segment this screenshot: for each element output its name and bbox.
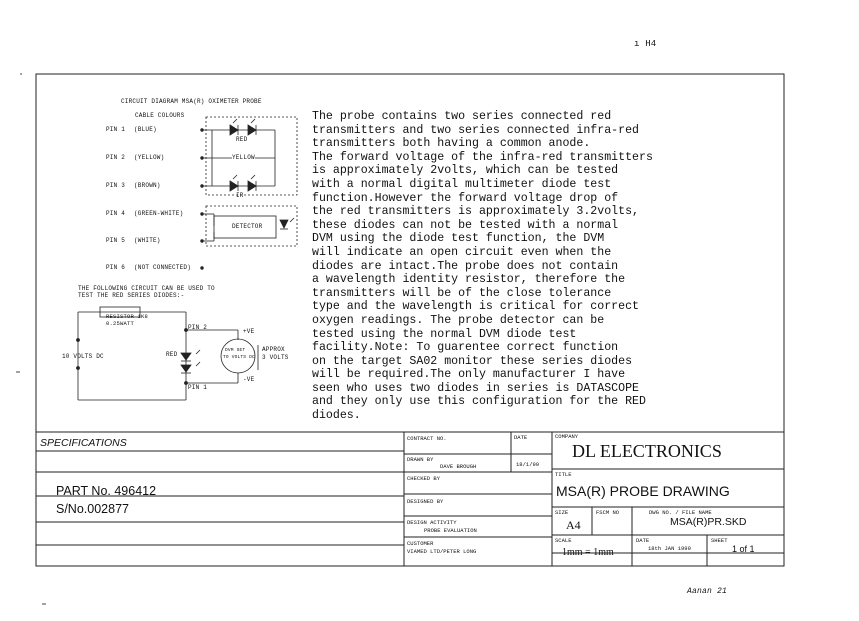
meter-label-2: TO VOLTS DC: [223, 355, 255, 360]
date2-value: 18th JAN 1999: [648, 545, 691, 552]
sheet-value: 1 of 1: [732, 544, 755, 554]
bottom-note: Aanan 21: [687, 587, 728, 596]
specifications-label: SPECIFICATIONS: [40, 437, 127, 449]
company-name: DL ELECTRONICS: [572, 441, 722, 461]
detector-label: DETECTOR: [232, 223, 263, 230]
circuit-title: CIRCUIT DIAGRAM MSA(R) OXIMETER PROBE: [121, 98, 262, 105]
title-label: TITLE: [555, 471, 572, 478]
drawn-date: 18/1/99: [516, 461, 540, 468]
ir-leds-label: IR: [236, 192, 244, 199]
supply-label: 10 VOLTS DC: [62, 353, 104, 360]
design-activity-value: PROBE EVALUATION: [424, 527, 477, 534]
description-line: the red transmitters is approximately 3.2volts,: [312, 205, 639, 219]
resistor-label-2: 0.25WATT: [106, 320, 135, 327]
drawn-by-label: DRAWN BY: [407, 456, 434, 463]
part-number: PART No. 496412: [56, 484, 157, 498]
yellow-wire-label: YELLOW: [232, 154, 255, 161]
drawn-by-value: DAVE BROUGH: [440, 463, 477, 470]
pin-label: PIN 5: [106, 237, 126, 244]
description-line: will indicate an open circuit even when the: [312, 245, 612, 259]
pin2-label: PIN 2: [188, 324, 208, 331]
dwg-value: MSA(R)PR.SKD: [670, 516, 747, 528]
description-line: The forward voltage of the infra-red transmitters: [312, 150, 653, 164]
dwg-label: DWG NO. / FILE NAME: [649, 509, 712, 516]
description-line: these diodes can not be tested with a normal: [312, 218, 619, 232]
meter-label-1: DVM SET: [225, 348, 246, 353]
size-value: A4: [566, 518, 581, 532]
pin-colour: (YELLOW): [134, 154, 165, 161]
pin-label: PIN 6: [106, 264, 126, 271]
date-label: DATE: [514, 434, 528, 441]
description-line: will be required.The only manufacturer I have: [312, 368, 626, 382]
minus-ve-label: -VE: [243, 376, 255, 383]
design-activity-label: DESIGN ACTIVITY: [407, 519, 457, 526]
red-leds-label: RED: [236, 136, 248, 143]
approx-label-1: APPROX: [262, 346, 285, 353]
sheet-label: SHEET: [711, 537, 728, 544]
pin1-label: PIN 1: [188, 384, 208, 391]
serial-number: S/No.002877: [56, 502, 129, 516]
description-line: transmitters and two series connected infra-red: [312, 123, 639, 137]
description-text: [312, 110, 722, 423]
description-line: tested using the normal DVM diode test: [312, 327, 577, 341]
description-line: with a normal digital multimeter diode test: [312, 177, 612, 191]
cable-colours-label: CABLE COLOURS: [135, 112, 185, 119]
test-red-label: RED: [166, 351, 178, 358]
company-label: COMPANY: [555, 433, 579, 440]
scale-value: 1mm = 1mm: [562, 547, 614, 558]
description-line: function.However the forward voltage drop of: [312, 191, 619, 205]
description-line: on the target SA02 monitor these series diodes: [312, 354, 633, 368]
description-line: DVM using the diode test function, the DVM: [312, 232, 605, 246]
description-line: The probe contains two series connected red: [312, 110, 612, 123]
plus-ve-label: +VE: [243, 328, 255, 335]
description-line: seen who uses two diodes in series is DATASCOPE: [312, 381, 639, 395]
description-line: oxygen readings. The probe detector can be: [312, 313, 605, 327]
checked-by-label: CHECKED BY: [407, 475, 441, 482]
drawing-title: MSA(R) PROBE DRAWING: [556, 483, 730, 499]
pin-colour: (NOT CONNECTED): [134, 264, 192, 271]
pin-colour: (BLUE): [134, 126, 157, 133]
customer-value: VIAMED LTD/PETER LONG: [407, 548, 477, 555]
pin-label: PIN 2: [106, 154, 126, 161]
designed-by-label: DESIGNED BY: [407, 498, 444, 505]
pin-colour: (WHITE): [134, 237, 161, 244]
description-line: diodes are intact.The probe does not contain: [312, 259, 619, 273]
size-label: SIZE: [555, 509, 569, 516]
approx-label-2: 3 VOLTS: [262, 354, 289, 361]
description-line: transmitters both having a common anode.: [312, 137, 591, 151]
description-line: and they only use this configuration for the RED: [312, 395, 646, 409]
description-line: diodes.: [312, 409, 361, 423]
contract-no-label: CONTRACT NO.: [407, 435, 447, 442]
description-line: is approximately 2volts, which can be tested: [312, 164, 619, 178]
corner-note: ı H4: [634, 39, 657, 49]
scale-label: SCALE: [555, 537, 572, 544]
pin-colour: (GREEN-WHITE): [134, 210, 184, 217]
pin-label: PIN 3: [106, 182, 126, 189]
customer-label: CUSTOMER: [407, 540, 434, 547]
pin-label: PIN 4: [106, 210, 126, 217]
description-line: a wavelength identity resistor, therefore the: [312, 273, 626, 287]
date2-label: DATE: [636, 537, 650, 544]
description-line: type and the wavelength is critical for correct: [312, 300, 639, 314]
description-line: transmitters will be of the close tolerance: [312, 286, 612, 300]
pin-colour: (BROWN): [134, 182, 161, 189]
test-circuit-title-1: THE FOLLOWING CIRCUIT CAN BE USED TO: [78, 285, 215, 292]
resistor-label-1: RESISTOR 1K8: [106, 313, 149, 320]
description-line: facility.Note: To guarentee correct function: [312, 341, 619, 355]
probe-circuit: [201, 117, 297, 269]
pin-label: PIN 1: [106, 126, 126, 133]
fscm-label: FSCM NO: [596, 509, 620, 516]
test-circuit-title-2: TEST THE RED SERIES DIODES:-: [78, 292, 185, 299]
